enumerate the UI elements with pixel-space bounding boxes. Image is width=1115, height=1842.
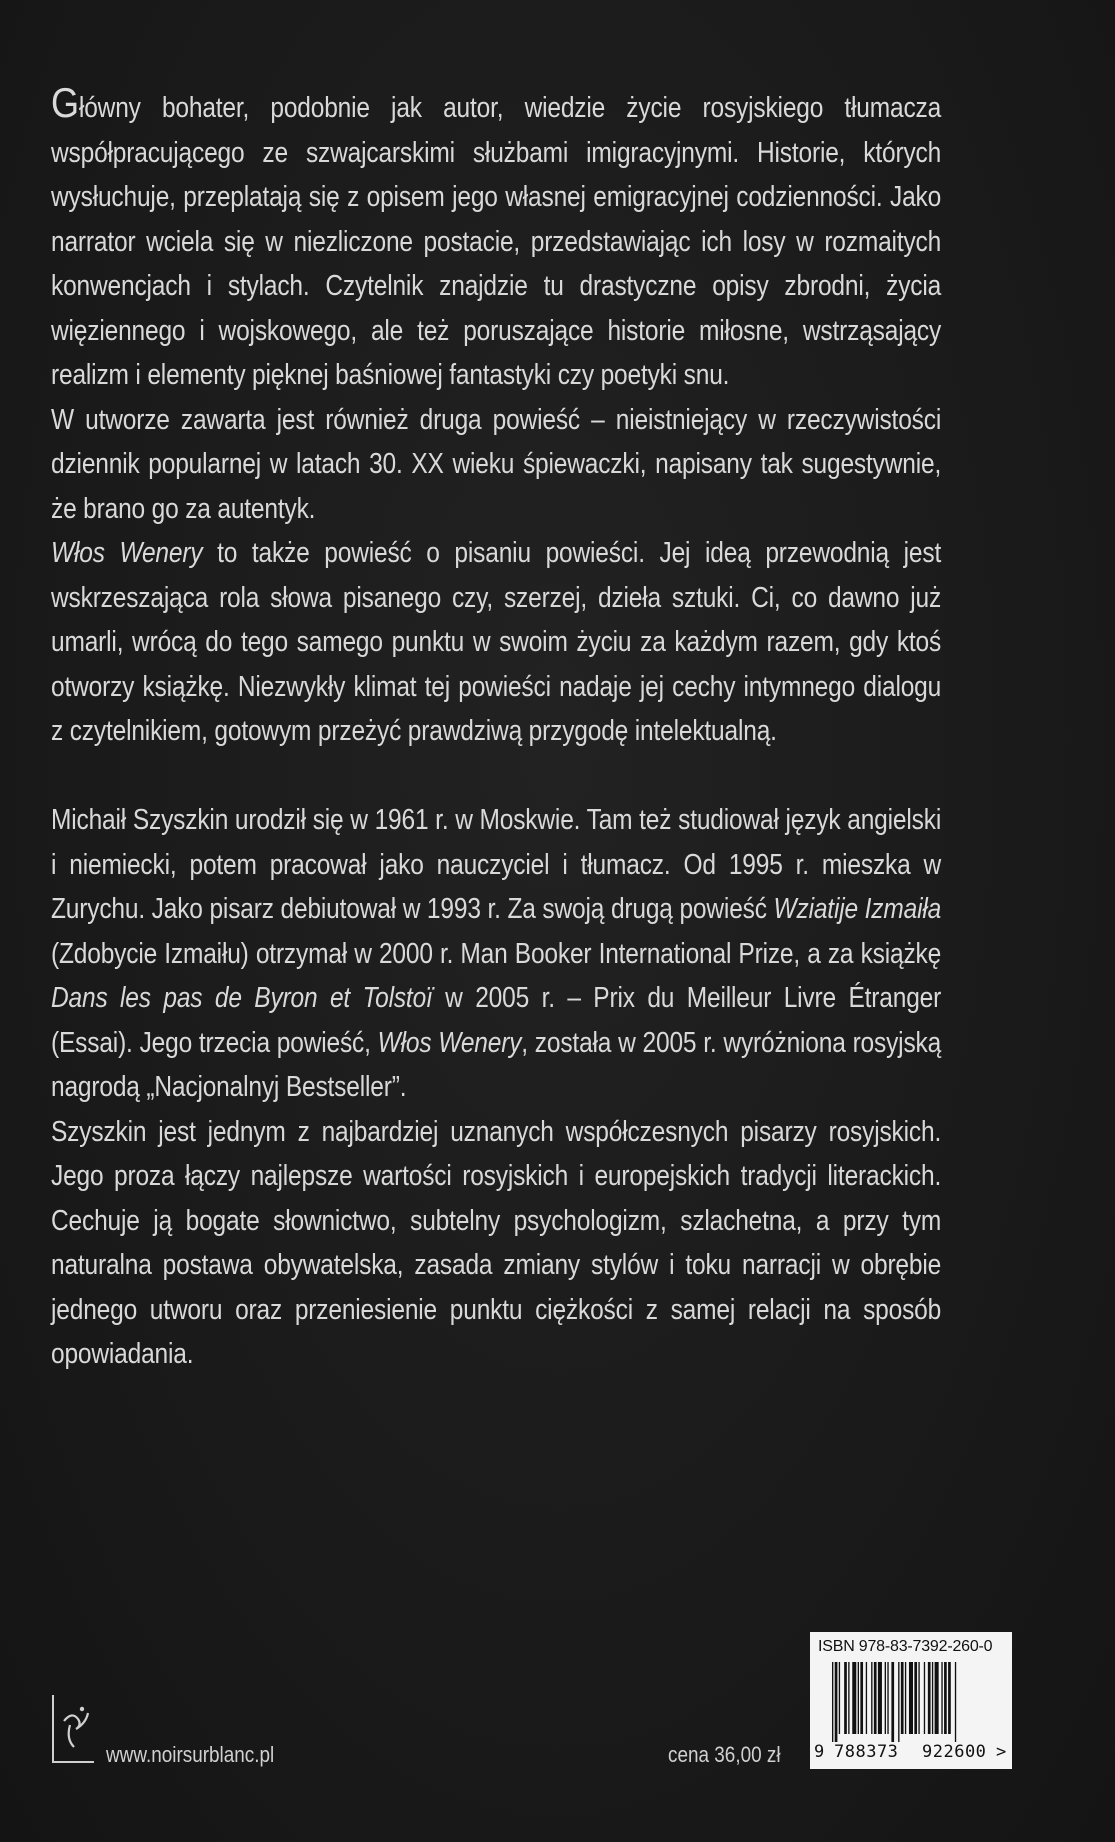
paragraph-spacer <box>51 754 941 799</box>
synopsis-paragraph-2: W utworze zawarta jest również druga powieść – nieistniejący w rzeczywistości dziennik popularnej w latach 30. XX wieku śpiewaczki, napisany tak sugestywnie, że brano go za autentyk. <box>51 403 942 525</box>
synopsis-paragraph-3: Włos Wenery to także powieść o pisaniu powieści. Jej ideą przewodnią jest wskrzeszająca rola słowa pisanego czy, szerzej, dzieła sztuki. Ci, co dawno już umarli, wrócą do tego samego punktu w swoim życiu za każdym razem, gdy ktoś otworzy książkę. Niezwykły klimat tej powieści nadaje jej cechy intymnego dialogu z czytelnikiem, gotowym przeżyć prawdziwą przygodę intelektualną. <box>51 537 942 747</box>
synopsis-paragraph-1: Główny bohater, podobnie jak autor, wiedzie życie rosyjskiego tłumacza współpracującego ze szwajcarskimi służbami imigracyjnymi. Historie, których wysłuchuje, przeplatają się z opisem jego własnej emigracyjnej codzienności. Jako narrator wciela się w niezliczone postacie, przedstawiając ich losy w rozmaitych konwencjach i stylach. Czytelnik znajdzie tu drastyczne opisy zbrodni, życia więziennego i wojskowego, ale też poruszające historie miłosne, wstrząsający realizm i elementy pięknej baśniowej fantastyki czy poetyki snu. <box>51 79 942 391</box>
price-label: cena 36,00 zł <box>668 1742 781 1767</box>
book-title: Włos Wenery <box>377 1026 522 1059</box>
barcode-icon <box>818 1660 1004 1742</box>
book-title: Dans les pas de Byron et Tolstoï <box>51 982 433 1014</box>
barcode-digits: 9 788373 922600 > <box>814 1742 1007 1762</box>
bio-paragraph-1: Michaił Szyszkin urodził się w 1961 r. w Moskwie. Tam też studiował język angielski i niemiecki, potem pracował jako nauczyciel i tłumacz. Od 1995 r. mieszka w Zurychu. Jako pisarz debiutował w 1993 r. Za swoją drugą powieść Wziatije Izmaiła (Zdobycie Izmaiłu) otrzymał w 2000 r. Man Booker International Prize, a za książkę Dans les pas de Byron et Tolstoï w 2005 r. – Prix du Meilleur Livre Étranger (Essai). Jego trzecia powieść, Włos Wenery, została w 2005 r. wyróżniona rosyjską nagrodą „Nacjonalnyj Bestseller”. <box>51 804 942 1103</box>
publisher-website: www.noirsurblanc.pl <box>106 1742 275 1767</box>
drop-initial: G <box>51 79 79 126</box>
publisher-logo-icon <box>52 1695 94 1763</box>
book-title: Wziatije Izmaiła <box>773 893 942 925</box>
bio-paragraph-2: Szyszkin jest jednym z najbardziej uznanych współczesnych pisarzy rosyjskich. Jego proza łączy najlepsze wartości rosyjskich i europejskich tradycji literackich. Cechuje ją bogate słownictwo, subtelny psychologizm, szlachetna, a przy tym naturalna postawa obywatelska, zasada zmiany stylów i toku narracji w obrębie jednego utworu oraz przeniesienie punktu ciężkości z samej relacji na sposób opowiadania. <box>51 1115 942 1370</box>
isbn-number: ISBN 978-83-7392-260-0 <box>818 1638 993 1655</box>
blurb-text <box>51 79 942 1377</box>
isbn-barcode-label <box>810 1632 1012 1769</box>
book-title: Włos Wenery <box>51 537 203 569</box>
